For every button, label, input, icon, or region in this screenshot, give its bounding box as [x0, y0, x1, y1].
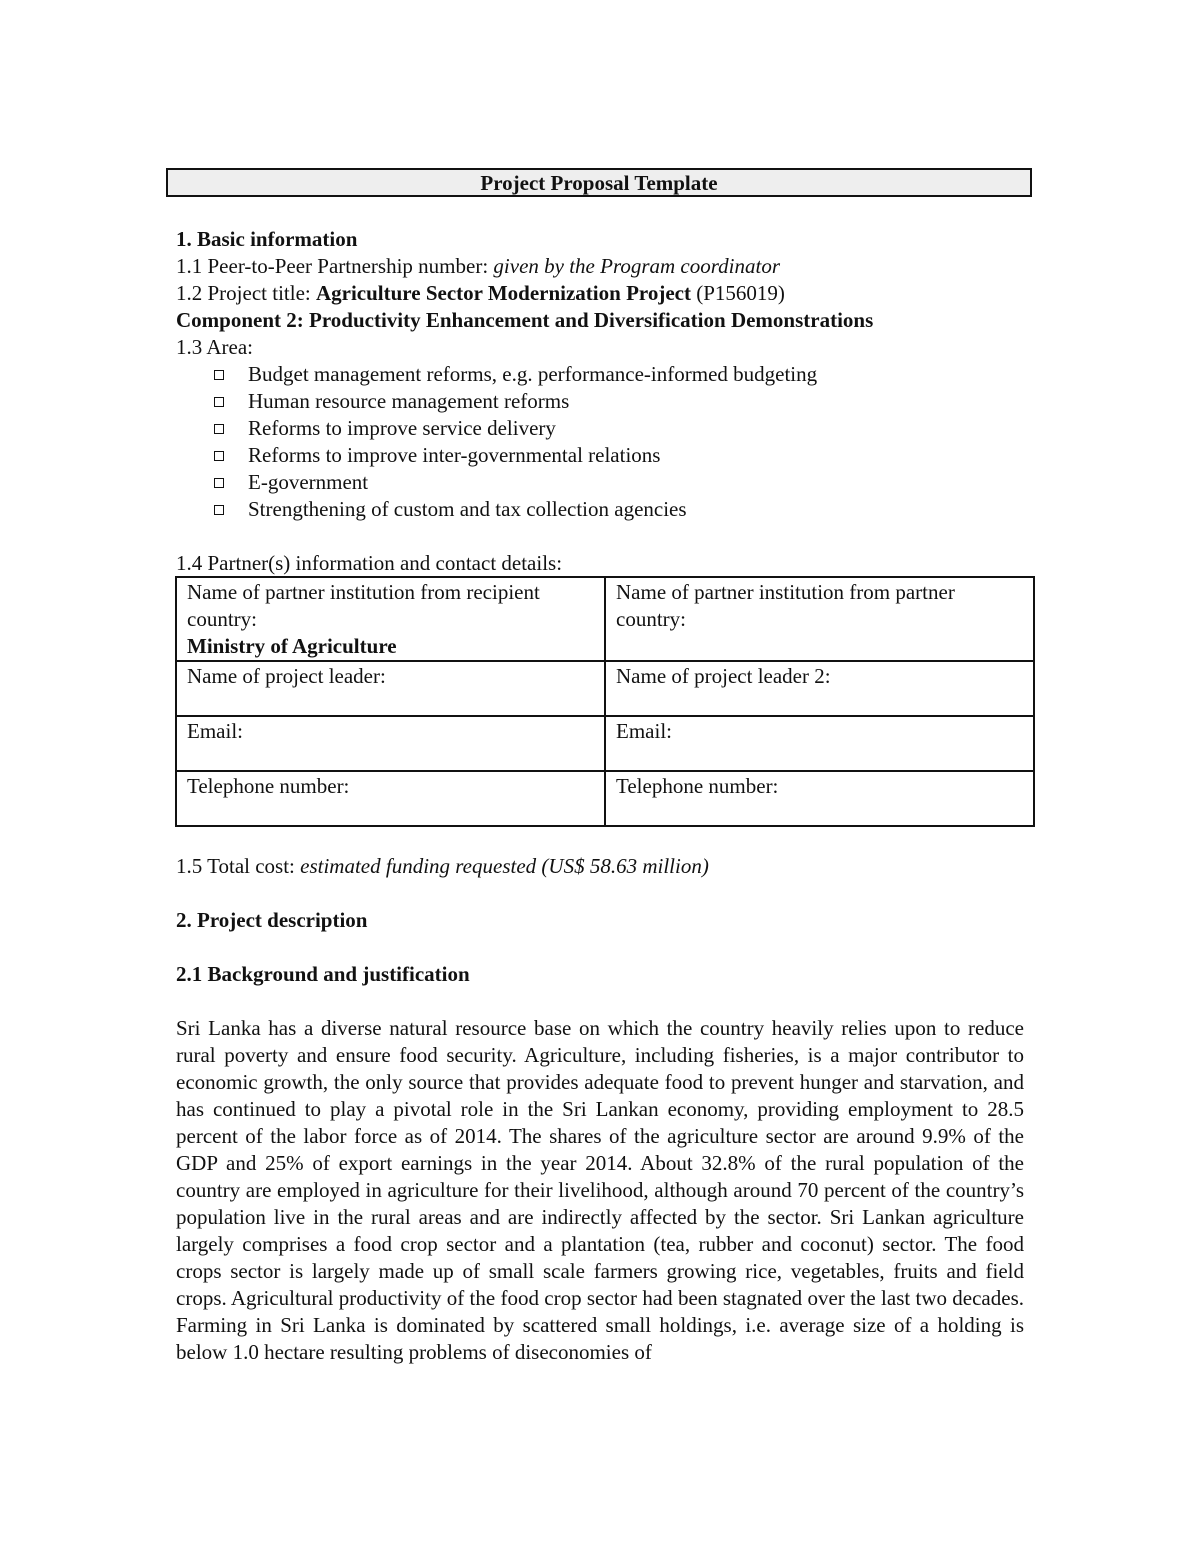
telephone-label: Telephone number: [187, 774, 350, 798]
subsection-heading-background: 2.1 Background and justification [176, 962, 470, 986]
area-option-label: Reforms to improve service delivery [248, 416, 556, 440]
recipient-institution-cell[interactable] [176, 577, 605, 661]
section-heading-basic-info: 1. Basic information [176, 227, 358, 251]
email-2-cell[interactable] [605, 716, 1034, 771]
telephone-2-cell[interactable] [605, 771, 1034, 826]
total-cost-value: estimated funding requested (US$ 58.63 million) [300, 854, 709, 878]
area-option[interactable] [214, 442, 1024, 469]
section-heading-project-description: 2. Project description [176, 908, 368, 932]
recipient-institution-label: Name of partner institution from recipient country: [187, 580, 540, 631]
page-title: Project Proposal Template [166, 168, 1032, 197]
table-row [176, 661, 1034, 716]
project-title-value: Agriculture Sector Modernization Project [315, 281, 691, 305]
area-option[interactable] [214, 361, 1024, 388]
area-label: 1.3 Area: [176, 335, 253, 359]
checkbox-icon[interactable] [214, 397, 224, 407]
project-leader-2-cell[interactable] [605, 661, 1034, 716]
ptp-number-value: given by the Program coordinator [493, 254, 780, 278]
project-title-line [176, 280, 1024, 307]
telephone-2-label: Telephone number: [616, 774, 779, 798]
project-title-label: 1.2 Project title: [176, 281, 316, 305]
area-option-label: Strengthening of custom and tax collection agencies [248, 497, 687, 521]
table-row [176, 577, 1034, 661]
area-option-label: Reforms to improve inter-governmental relations [248, 443, 661, 467]
checkbox-icon[interactable] [214, 478, 224, 488]
ptp-number-line [176, 253, 1024, 280]
email-label: Email: [187, 719, 243, 743]
area-option-label: E-government [248, 470, 369, 494]
area-option-label: Human resource management reforms [248, 389, 570, 413]
area-checklist [176, 361, 1024, 523]
partners-label: 1.4 Partner(s) information and contact details: [176, 551, 563, 575]
total-cost-label: 1.5 Total cost: [176, 854, 301, 878]
checkbox-icon[interactable] [214, 424, 224, 434]
project-leader-label: Name of project leader: [187, 664, 386, 688]
area-option[interactable] [214, 469, 1024, 496]
project-leader-cell[interactable] [176, 661, 605, 716]
project-leader-2-label: Name of project leader 2: [616, 664, 831, 688]
checkbox-icon[interactable] [214, 451, 224, 461]
partner-institution-label: Name of partner institution from partner country: [616, 580, 955, 631]
area-option-label: Budget management reforms, e.g. performance-informed budgeting [248, 362, 818, 386]
area-option[interactable] [214, 388, 1024, 415]
background-paragraph: Sri Lanka has a diverse natural resource base on which the country heavily relies upon to reduce rural poverty and ensure food security. Agriculture, including fisheries, is a major contributor to economic growth, the only source that provides adequate food to prevent hunger and starvation, and has continued to play a pivotal role in the Sri Lankan economy, providing employment to 28.5 percent of the labor force as of 2014. The shares of the agriculture sector are around 9.9% of the GDP and 25% of export earnings in the year 2014. About 32.8% of the rural population of the country are employed in agriculture for their livelihood, although around 70 percent of the country’s population live in the rural areas and are indirectly affected by the sector. Sri Lankan agriculture largely comprises a food crop sector and a plantation (tea, rubber and coconut) sector. The food crops sector is largely made up of small scale farmers growing rice, vegetables, fruits and field crops. Agricultural productivity of the food crop sector had been stagnated over the last two decades. Farming in Sri Lanka is dominated by scattered small holdings, i.e. average size of a holding is below 1.0 hectare resulting problems of diseconomies of [176, 1016, 1024, 1364]
table-row [176, 771, 1034, 826]
table-row [176, 716, 1034, 771]
component-line: Component 2: Productivity Enhancement and Diversification Demonstrations [176, 308, 874, 332]
area-option[interactable] [214, 415, 1024, 442]
partners-table [175, 576, 1035, 827]
ptp-number-label: 1.1 Peer-to-Peer Partnership number: [176, 254, 494, 278]
checkbox-icon[interactable] [214, 505, 224, 515]
project-code: (P156019) [690, 281, 785, 305]
checkbox-icon[interactable] [214, 370, 224, 380]
partner-institution-cell[interactable] [605, 577, 1034, 661]
email-cell[interactable] [176, 716, 605, 771]
telephone-cell[interactable] [176, 771, 605, 826]
area-option[interactable] [214, 496, 1024, 523]
email-2-label: Email: [616, 719, 672, 743]
total-cost-line [176, 853, 1024, 880]
lower-section [176, 853, 1024, 1366]
recipient-institution-value: Ministry of Agriculture [187, 634, 397, 658]
basic-information-section [176, 226, 1024, 577]
